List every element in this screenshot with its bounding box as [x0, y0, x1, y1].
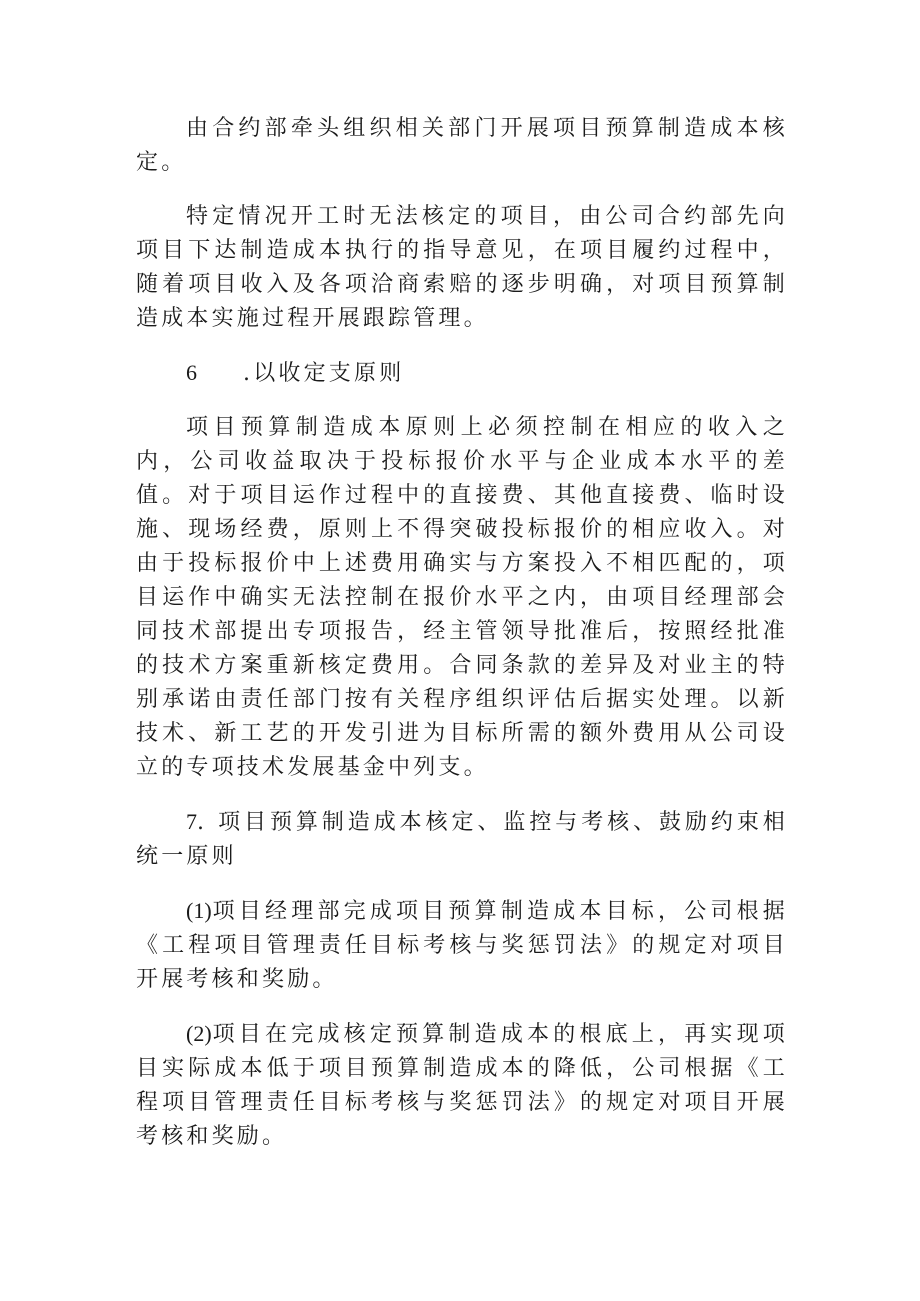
section-title-6: .以收定支原则	[243, 361, 405, 386]
section-number-6: 6	[186, 360, 197, 385]
section-title-7: . 项目预算制造成本核定、监控与考核、鼓励约束相统一原则	[136, 810, 788, 869]
list-item-1-text: 项目经理部完成项目预算制造成本目标，公司根据《工程项目管理责任目标考核与奖惩罚法》的规定对项目开展考核和奖励。	[136, 899, 788, 992]
section-heading-6	[136, 356, 788, 391]
section-heading-7	[136, 805, 788, 874]
list-item-1-number: (1)	[186, 898, 212, 923]
list-item-1	[136, 894, 788, 997]
paragraph-cost-verification: 由合约部牵头组织相关部门开展项目预算制造成本核定。	[136, 116, 788, 175]
paragraph-special-cases: 特定情况开工时无法核定的项目，由公司合约部先向项目下达制造成本执行的指导意见，在项目履约过程中，随着项目收入及各项洽商索赔的逐步明确，对项目预算制造成本实施过程开展跟踪管理。	[136, 204, 788, 331]
document-page	[136, 112, 788, 1174]
paragraph-income-principle: 项目预算制造成本原则上必须控制在相应的收入之内，公司收益取决于投标报价水平与企业成本水平的差值。对于项目运作过程中的直接费、其他直接费、临时设施、现场经费，原则上不得突破投标报价的相应收入。对由于投标报价中上述费用确实与方案投入不相匹配的，项目运作中确实无法控制在报价水平之内，由项目经理部会同技术部提出专项报告，经主管领导批准后，按照经批准的技术方案重新核定费用。合同条款的差异及对业主的特别承诺由责任部门按有关程序组织评估后据实处理。以新技术、新工艺的开发引进为目标所需的额外费用从公司设立的专项技术发展基金中列支。	[136, 415, 788, 780]
list-item-2	[136, 1017, 788, 1154]
list-item-2-number: (2)	[186, 1021, 212, 1046]
list-item-2-text: 项目在完成核定预算制造成本的根底上，再实现项目实际成本低于项目预算制造成本的降低，公司根据《工程项目管理责任目标考核与奖惩罚法》的规定对项目开展考核和奖励。	[136, 1022, 788, 1149]
section-number-7: 7	[186, 809, 197, 834]
